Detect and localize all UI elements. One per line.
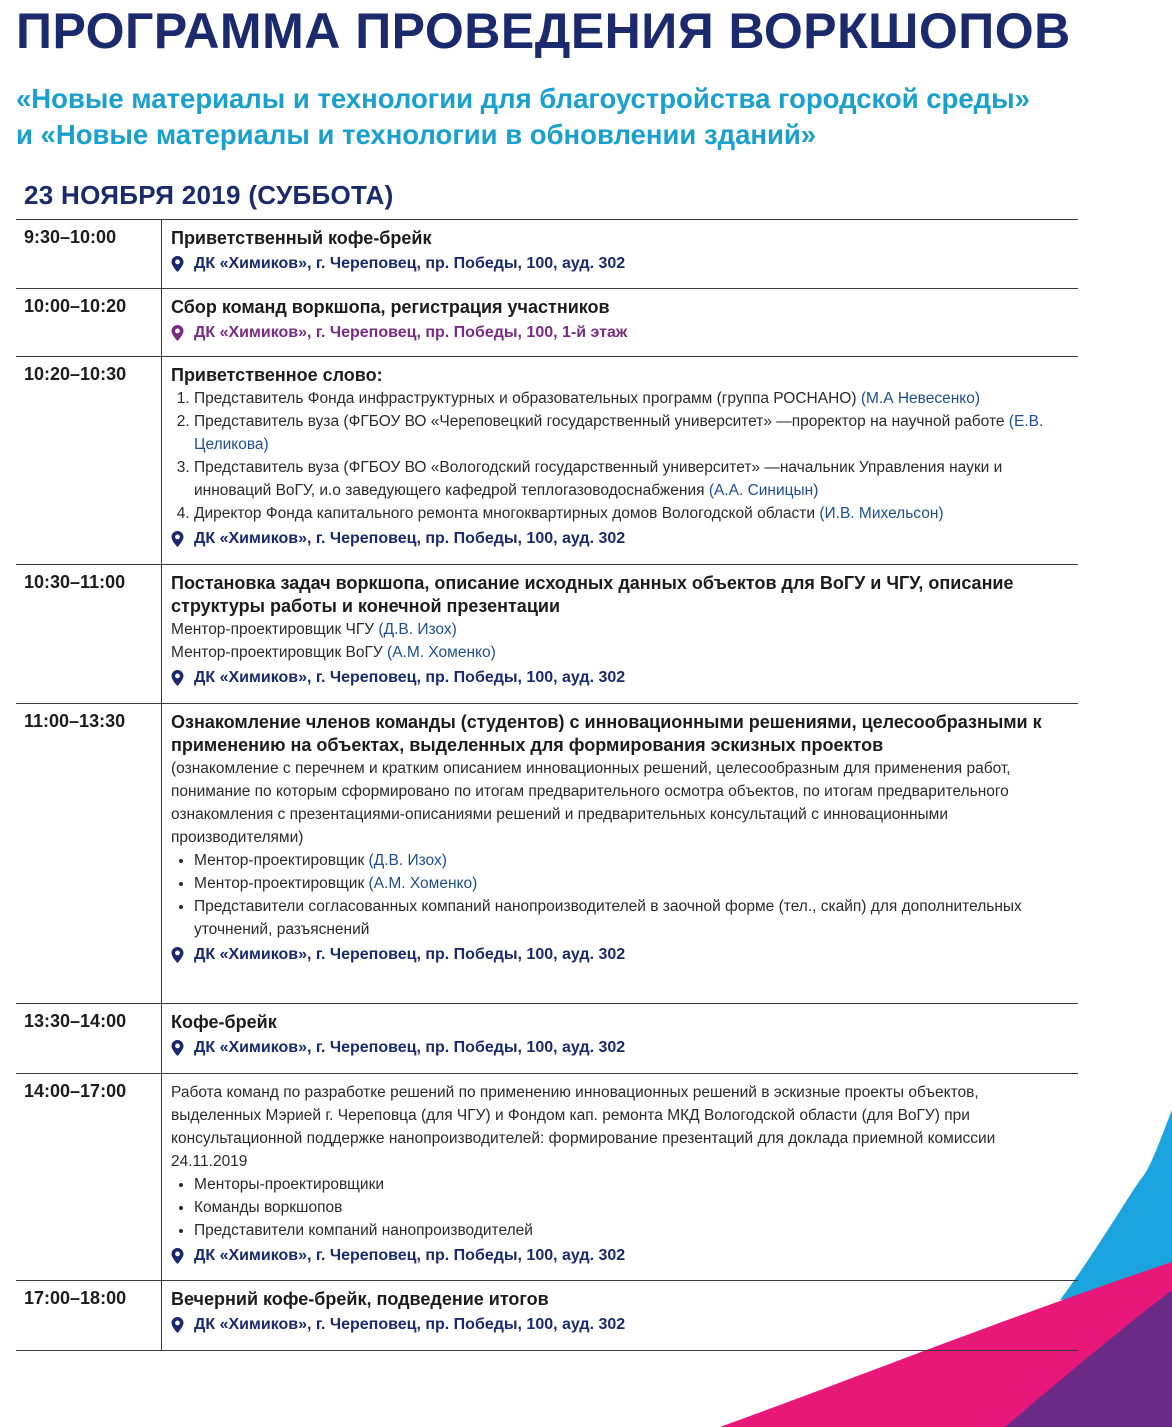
list-item [194,387,1070,410]
event-location [171,1244,1070,1268]
schedule-table [16,219,1078,1351]
list-item [194,502,1070,525]
list-item [194,895,1070,941]
person-name: (И.В. Михельсон) [819,505,944,522]
event-description: (ознакомление с перечнем и кратким описанием инновационных решений, целесообразным для применения работ, понимание по которым сформировано по итогам предварительного осмотра объектов, по итогам предварительного ознакомления с презентациями-описаниями решений и предварительных консультаций с инновационными производителями) [171,760,1011,846]
person-name: (А.М. Хоменко) [368,875,478,892]
location-text: ДК «Химиков», г. Череповец, пр. Победы, 100, ауд. 302 [194,530,626,547]
list-item [194,410,1070,456]
item-text: Директор Фонда капитального ремонта многоквартирных домов Вологодской области [194,505,820,522]
event-details [162,1004,1078,1073]
list-item [194,456,1070,502]
location-text: ДК «Химиков», г. Череповец, пр. Победы, 100, ауд. 302 [194,669,626,686]
schedule-row [16,1074,1078,1281]
event-time: 14:00–17:00 [16,1074,162,1280]
person-name: (М.А Невесенко) [860,390,980,407]
map-pin-icon [171,1248,184,1264]
item-text: Представитель вуза (ФГБОУ ВО «Вологодский государственный университет» —начальник Управления науки и инноваций ВоГУ, и.о заведующего кафедрой теплогазоводоснабжения [194,459,1003,499]
mentor-text: Ментор-проектировщик ВоГУ [171,644,388,661]
schedule-row [16,357,1078,565]
event-location [171,527,1070,551]
item-text: Представитель Фонда инфраструктурных и образовательных программ (группа РОСНАНО) [194,390,861,407]
schedule-row [16,1004,1078,1074]
event-title: Постановка задач воркшопа, описание исходных данных объектов для ВоГУ и ЧГУ, описание структуры работы и конечной презентации [171,573,1014,616]
list-item: • Менторы-проектировщики [194,1173,1070,1196]
event-details [162,1074,1078,1280]
event-title: Ознакомление членов команды (студентов) с инновационными решениями, целесообразными к применению на объектах, выделенных для формирования эскизных проектов [171,712,1042,755]
event-details [162,357,1078,564]
mentor-line [171,641,1070,664]
event-title: Кофе-брейк [171,1012,277,1032]
event-details [162,1281,1078,1350]
event-location [171,1313,1070,1337]
event-details [162,289,1078,356]
person-name: (Е.В. Целикова) [194,413,1044,453]
event-location [171,1036,1070,1060]
item-text: Ментор-проектировщик [194,875,369,892]
event-time: 13:30–14:00 [16,1004,162,1073]
mentor-line [171,618,1070,641]
event-title: Приветственное слово: [171,365,383,385]
location-text: ДК «Химиков», г. Череповец, пр. Победы, 100, ауд. 302 [194,1039,626,1056]
event-time: 17:00–18:00 [16,1281,162,1350]
mentor-text: Ментор-проектировщик ЧГУ [171,621,379,638]
map-pin-icon [171,1040,184,1056]
event-title: Сбор команд воркшопа, регистрация участников [171,297,610,317]
list-item [194,872,1070,895]
participants-list [171,849,1070,941]
map-pin-icon [171,1317,184,1333]
person-name: (Д.В. Изох) [378,621,457,638]
event-location [171,943,1070,967]
page-title: ПРОГРАММА ПРОВЕДЕНИЯ ВОРКШОПОВ [16,3,1071,59]
schedule-row [16,289,1078,357]
schedule-row [16,704,1078,1004]
item-text: Представители согласованных компаний нанопроизводителей в заочной форме (тел., скайп) для дополнительных уточнений, разъяснений [194,898,1022,938]
location-text: ДК «Химиков», г. Череповец, пр. Победы, 100, ауд. 302 [194,1316,626,1333]
event-time: 10:30–11:00 [16,565,162,703]
schedule-row [16,1281,1078,1351]
location-text: ДК «Химиков», г. Череповец, пр. Победы, 100, ауд. 302 [194,1247,626,1264]
location-text: ДК «Химиков», г. Череповец, пр. Победы, 100, 1-й этаж [194,324,628,341]
schedule-row [16,220,1078,289]
location-text: ДК «Химиков», г. Череповец, пр. Победы, 100, ауд. 302 [194,946,626,963]
list-item: • Команды воркшопов [194,1196,1070,1219]
subtitle-line: «Новые материалы и технологии для благоустройства городской среды» [16,83,1030,114]
schedule-row [16,565,1078,704]
item-text: Ментор-проектировщик [194,852,369,869]
list-item: • Представители компаний нанопроизводителей [194,1219,1070,1242]
map-pin-icon [171,325,184,341]
event-title: Приветственный кофе-брейк [171,228,432,248]
map-pin-icon [171,256,184,272]
location-text: ДК «Химиков», г. Череповец, пр. Победы, 100, ауд. 302 [194,255,626,272]
event-details [162,704,1078,1003]
event-time: 10:00–10:20 [16,289,162,356]
event-description: Работа команд по разработке решений по применению инновационных решений в эскизные проекты объектов, выделенных Мэрией г. Череповца (для ЧГУ) и Фондом кап. ремонта МКД Вологодской области (для ВоГУ) при консультационной поддержке нанопроизводителей: формирование презентаций для доклада приемной комиссии 24.11.2019 [171,1084,996,1170]
person-name: (А.А. Синицын) [708,482,819,499]
participants-list [171,1173,1070,1242]
event-location [171,666,1070,690]
person-name: (Д.В. Изох) [368,852,447,869]
page-subtitle [16,81,1030,153]
schedule-date: 23 НОЯБРЯ 2019 (СУББОТА) [24,180,394,210]
map-pin-icon [171,531,184,547]
map-pin-icon [171,947,184,963]
event-location [171,321,1070,345]
event-time: 10:20–10:30 [16,357,162,564]
event-time: 9:30–10:00 [16,220,162,288]
event-title: Вечерний кофе-брейк, подведение итогов [171,1289,549,1309]
subtitle-line: и «Новые материалы и технологии в обновлении зданий» [16,119,817,150]
map-pin-icon [171,670,184,686]
event-details [162,565,1078,703]
list-item [194,849,1070,872]
event-time: 11:00–13:30 [16,704,162,1003]
speakers-list [171,387,1070,525]
event-location [171,252,1070,276]
person-name: (А.М. Хоменко) [387,644,496,661]
item-text: Представитель вуза (ФГБОУ ВО «Череповецкий государственный университет» —проректор на научной работе [194,413,1009,430]
event-details [162,220,1078,288]
